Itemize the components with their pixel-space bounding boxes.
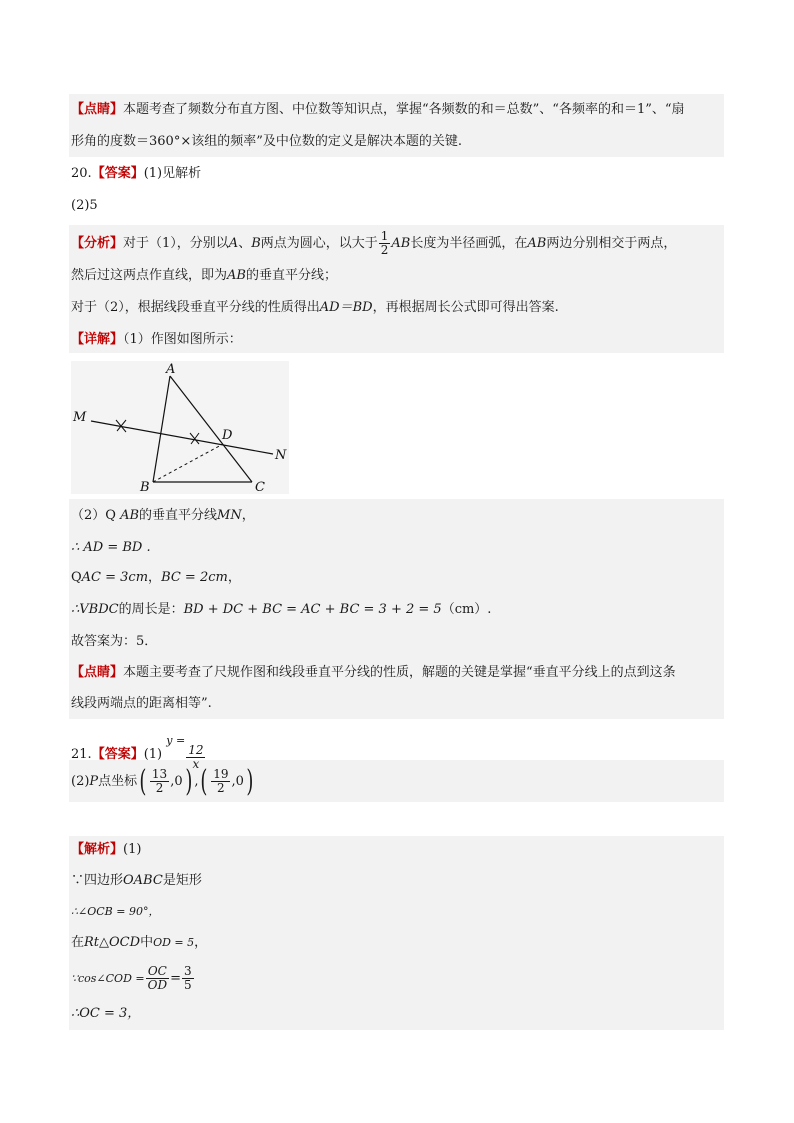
step-text: ， <box>194 935 208 950</box>
math-var: P <box>89 774 99 789</box>
paren-close: ) <box>184 763 192 799</box>
q20-note-line1 <box>71 663 676 683</box>
math-var: A <box>228 236 239 251</box>
math-var: OABC <box>123 873 163 888</box>
analysis-text: 对于（1），分别以 <box>123 236 229 251</box>
answer-text: (1)见解析 <box>143 166 202 181</box>
step-text: ， <box>148 570 162 585</box>
math-expr: ∵cos∠COD = <box>71 972 145 985</box>
fraction-numerator: 19 <box>213 767 229 781</box>
geometry-figure <box>71 361 289 494</box>
math-var: B <box>251 236 261 251</box>
analysis-text: 两边分别相交于两点， <box>546 236 677 251</box>
q21-step1 <box>71 871 202 891</box>
q21-step5 <box>71 1004 140 1024</box>
math-expr: OD = 5 <box>153 936 195 949</box>
analysis-text: 两点为圆心，以大于 <box>260 236 378 251</box>
q20-analysis-line2 <box>71 266 337 286</box>
math-var: AB <box>227 268 246 283</box>
fraction-denominator: 2 <box>380 243 389 257</box>
step-text: （cm）. <box>441 602 492 617</box>
q21-analysis-tag-line <box>71 840 141 860</box>
fraction-numerator: 3 <box>184 964 192 978</box>
fraction-numerator: OC <box>147 964 167 978</box>
math-expr: ∴OC = 3， <box>71 1006 141 1021</box>
step-text: 是矩形 <box>162 873 202 888</box>
step-text: 的垂直平分线 <box>139 508 218 523</box>
label-D: D <box>222 428 233 443</box>
math-expr: BC = 2cm <box>161 570 228 585</box>
q20-answer-line <box>71 164 201 184</box>
fraction <box>211 768 230 795</box>
q20-step3 <box>71 568 241 588</box>
answer-text: 点坐标 <box>98 774 138 789</box>
q20-note-line2 <box>71 694 212 714</box>
q20-step2 <box>71 538 151 558</box>
answer-tag: 【答案】 <box>91 747 144 762</box>
analysis-text: 然后过这两点作直线，即为 <box>71 268 228 283</box>
question-number: 21. <box>71 747 92 762</box>
analysis-text: 对于（2），根据线段垂直平分线的性质得出 <box>71 300 320 315</box>
step-text: 在 <box>71 935 85 950</box>
q20-step1 <box>71 506 255 526</box>
paren-open: ( <box>200 763 208 799</box>
math-expr: AC = 3cm <box>81 570 149 585</box>
comma: , <box>194 774 199 789</box>
note-text: 本题主要考查了尺规作图和线段垂直平分线的性质，解题的关键是掌握“垂直平分线上的点到这条 <box>123 665 676 680</box>
segment-AC <box>170 376 252 482</box>
analysis-text: 的垂直平分线； <box>245 268 337 283</box>
note-tag: 【点睛】 <box>71 665 124 680</box>
note-text: 形角的度数＝360°×该组的频率”及中位数的定义是解决本题的关键. <box>71 134 462 149</box>
fraction-denominator: 5 <box>184 978 192 992</box>
label-A: A <box>166 362 176 377</box>
q20-analysis-line3 <box>71 298 559 318</box>
fraction-numerator: 1 <box>380 229 389 243</box>
math-expr: Rt△OCD <box>84 935 141 950</box>
label-C: C <box>255 480 265 494</box>
step-text: ∵四边形 <box>71 873 124 888</box>
paren-open: ( <box>139 763 147 799</box>
note-tag: 【点睛】 <box>71 102 124 117</box>
q20-detail-line <box>71 330 242 350</box>
answer-text: (2) <box>71 774 90 789</box>
step-text: ， <box>241 508 255 523</box>
analysis-tag: 【解析】 <box>71 842 124 857</box>
segment-AB <box>153 376 170 482</box>
q21-step4 <box>71 962 195 996</box>
fraction-denominator: 2 <box>217 781 225 795</box>
q19-note-line1 <box>71 100 685 120</box>
comma: , <box>231 774 236 789</box>
math-expr: AD＝BD <box>319 300 373 315</box>
detail-tag: 【详解】 <box>71 332 124 347</box>
comma: , <box>170 774 175 789</box>
step-text: Q <box>71 570 82 585</box>
q21-step2 <box>71 902 159 922</box>
label-M: M <box>73 410 87 425</box>
fraction <box>182 965 194 992</box>
fraction-numerator: 12 <box>188 743 204 757</box>
step-text: （2）Q <box>71 508 121 523</box>
fraction-denominator: 2 <box>155 781 164 795</box>
step-text: 中 <box>140 935 154 950</box>
math-var: AB <box>391 236 411 251</box>
analysis-text: 长度为半径画弧，在 <box>410 236 528 251</box>
q20-step5 <box>71 632 157 652</box>
label-B: B <box>140 480 150 494</box>
segment-BD-dashed <box>153 444 223 482</box>
arc-mark-right <box>190 433 199 444</box>
fraction-numerator: 13 <box>151 767 168 781</box>
question-number: 20. <box>71 166 92 181</box>
coordinate-value: 0 <box>235 774 244 789</box>
label-N: N <box>275 448 287 463</box>
analysis-text: 、 <box>238 236 252 251</box>
q21-step3 <box>71 933 207 953</box>
fraction <box>379 230 391 257</box>
answer-tag: 【答案】 <box>91 166 144 181</box>
math-var: AB <box>527 236 547 251</box>
step-text: 的周长是： <box>118 602 184 617</box>
analysis-text: (1) <box>123 842 142 857</box>
fraction-denominator: x <box>192 757 200 771</box>
math-expr: ∴∠OCB = 90°， <box>71 905 160 918</box>
answer-text: (2)5 <box>71 198 98 213</box>
q21-answer2-line <box>71 765 256 799</box>
math-var: MN <box>217 508 242 523</box>
answer-text: (1) <box>143 747 163 762</box>
math-expr: ∴VBDC <box>71 602 119 617</box>
coordinate-value: 0 <box>174 774 183 789</box>
math-expr: ∴ AD = BD . <box>71 540 151 555</box>
math-expr: BD + DC + BC = AC + BC = 3 + 2 = 5 <box>183 602 442 617</box>
step-text: 故答案为：5． <box>71 634 158 649</box>
math-expr: y = <box>166 734 186 747</box>
fraction <box>150 768 169 795</box>
note-text: 本题考查了频数分布直方图、中位数等知识点，掌握“各频数的和＝总数”、“各频率的和＝1”、“扇 <box>123 102 685 117</box>
detail-text: （1）作图如图所示： <box>123 332 242 347</box>
analysis-tag: 【分析】 <box>71 236 124 251</box>
fraction-denominator: OD <box>147 978 168 992</box>
line-MN <box>91 421 273 454</box>
math-expr: = <box>170 971 181 986</box>
q20-step4 <box>71 600 491 620</box>
math-var: AB <box>120 508 140 523</box>
q20-answer2-line <box>71 196 98 216</box>
q19-note-line2 <box>71 132 462 152</box>
analysis-text: ，再根据周长公式即可得出答案. <box>372 300 559 315</box>
q20-analysis-line1 <box>71 230 676 257</box>
step-text: ， <box>227 570 241 585</box>
fraction <box>146 965 169 992</box>
note-text: 线段两端点的距离相等”. <box>71 696 212 711</box>
paren-close: ) <box>246 763 254 799</box>
